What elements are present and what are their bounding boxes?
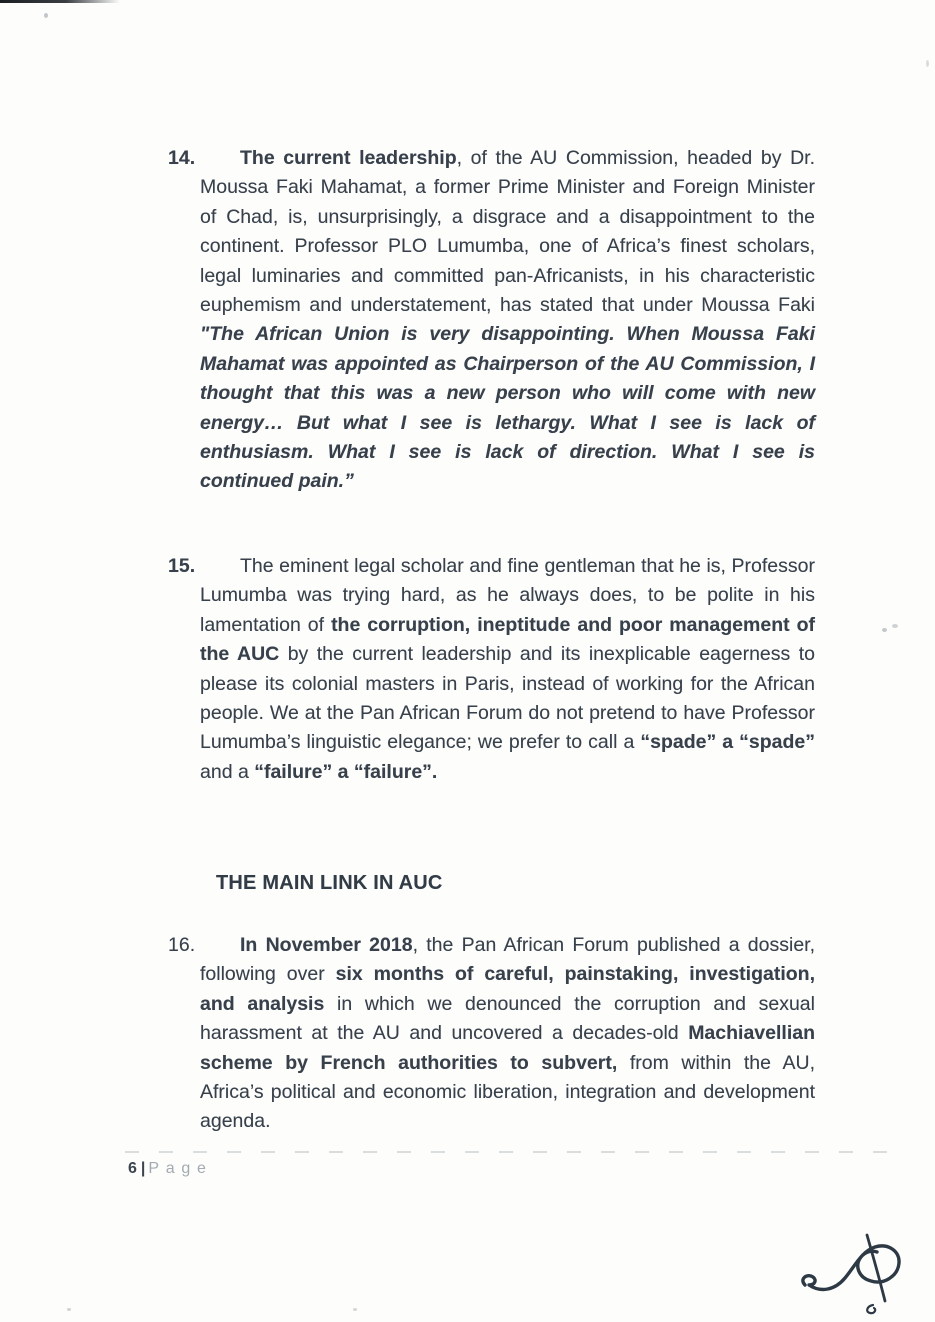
scan-speck	[353, 1308, 357, 1311]
paragraph-body	[200, 552, 815, 787]
paragraph-body	[200, 931, 815, 1137]
text-run-bold: the corruption, ineptitude and poor management of the AUC	[200, 613, 815, 666]
text-run-bold-italic: "The African Union is very disappointing. When Moussa Faki Mahamat was appointed as Chairperson of the AU Commission, I thought that this was a new person who will come with new energy… But what I see is lethargy. What I see is lack of enthusiasm. What I see is lack of direction. What I see is continued pain.”	[200, 323, 815, 493]
text-run-bold: In November 2018	[240, 934, 413, 956]
page-footer	[128, 1160, 213, 1178]
scan-speck	[882, 628, 887, 632]
text-run-bold: The current leadership	[240, 147, 457, 169]
text-run-regular: , of the AU Commission, headed by Dr. Moussa Faki Mahamat, a former Prime Minister and Foreign Minister of Chad, is, unsurprisingly, a disgrace and a disappointment to the continent. Professor PLO Lumumba, one of Africa’s finest scholars, legal luminaries and committed pan-Africanists, in his characteristic euphemism and understatement, has stated that under Moussa Faki	[200, 147, 815, 317]
page-number: 6	[128, 1160, 137, 1177]
text-run-regular: in which we denounced the corruption and sexual harassment at the AU and uncovered a decades-old	[200, 992, 815, 1045]
footer-page-word: Page	[148, 1160, 213, 1177]
scan-streak-artifact	[125, 1151, 905, 1153]
text-run-regular: from within the AU, Africa’s political and economic liberation, integration and development agenda.	[200, 1051, 815, 1133]
text-run-regular: and a	[200, 760, 255, 783]
text-run-regular: by the current leadership and its inexplicable eagerness to please its colonial masters in Paris, instead of working for the African people. We at the Pan African Forum do not pretend to have Professor Lumumba’s linguistic elegance; we prefer to call a	[200, 643, 815, 754]
paragraph-16	[168, 931, 815, 1137]
text-run-bold: Machiavellian scheme by French authorities to subvert,	[200, 1022, 815, 1074]
paragraph-14	[168, 144, 815, 497]
paragraph-body	[200, 144, 815, 497]
paragraph-number: 15.	[168, 555, 196, 577]
paragraph-number: 16.	[168, 934, 196, 956]
section-heading: THE MAIN LINK IN AUC	[216, 872, 443, 894]
scan-speck	[892, 624, 898, 628]
text-run-regular: , the Pan African Forum published a dossier, following over	[200, 934, 815, 986]
handwritten-signature	[793, 1233, 921, 1317]
scan-speck	[67, 1308, 71, 1311]
scan-edge-artifact	[0, 0, 120, 3]
text-run-bold: “failure” a “failure”.	[254, 760, 438, 783]
footer-separator: |	[140, 1160, 146, 1177]
text-run-regular: The eminent legal scholar and fine gentleman that he is, Professor Lumumba was trying hard, as he always does, to be polite in his lamentation of	[200, 555, 815, 636]
paragraph-number: 14.	[168, 147, 196, 169]
scan-speck	[44, 13, 48, 18]
text-run-bold: “spade” a “spade”	[640, 731, 815, 754]
scan-speck	[926, 60, 929, 67]
text-run-bold: six months of careful, painstaking, investigation, and analysis	[200, 963, 815, 1015]
paragraph-15	[168, 552, 815, 787]
